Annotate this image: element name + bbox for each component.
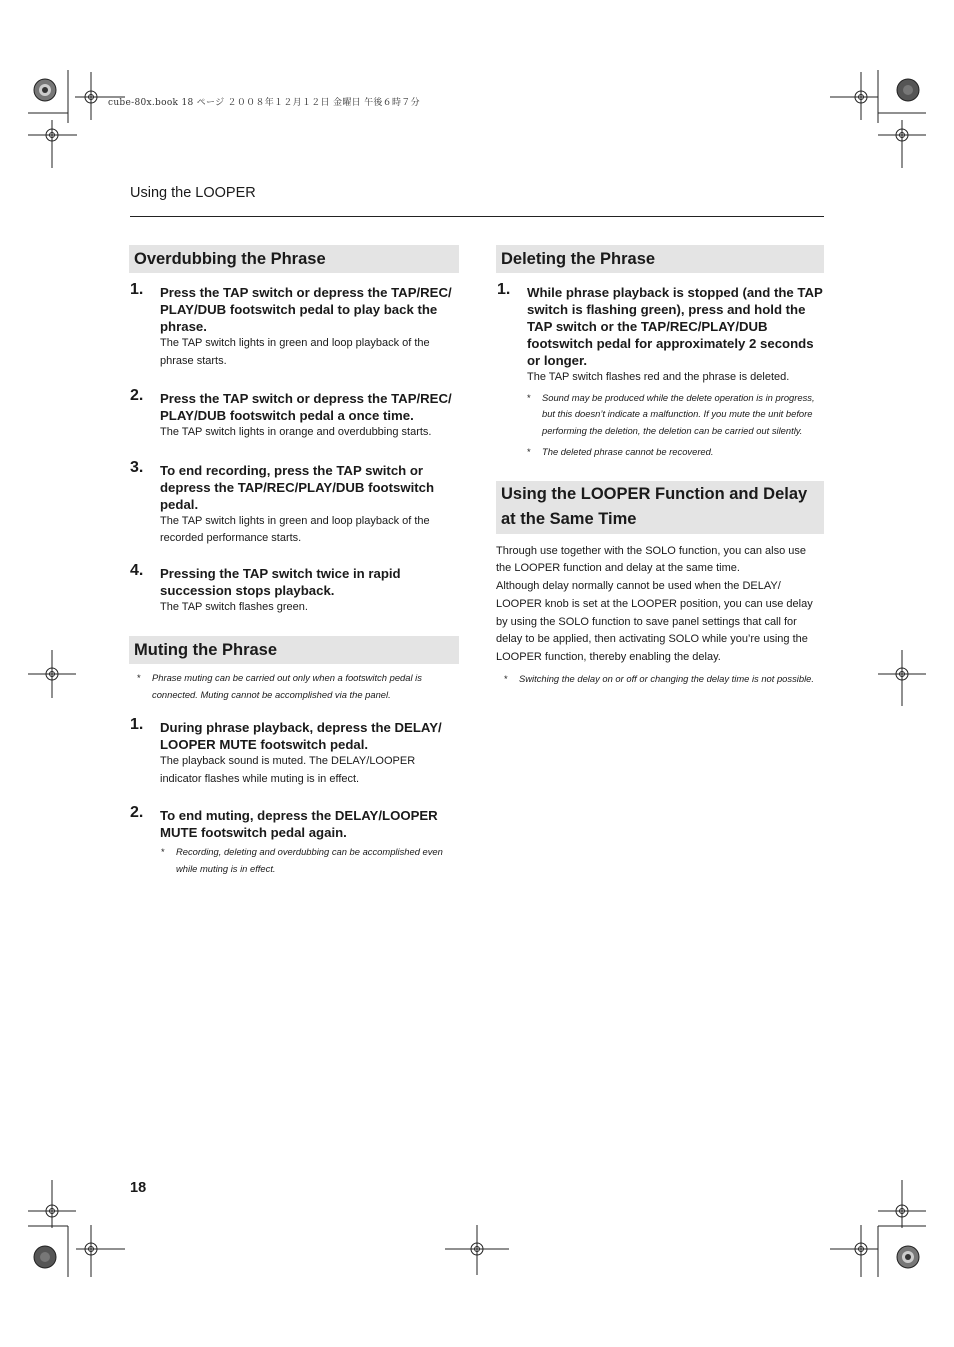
step-description: The TAP switch lights in green and loop playback of the recorded performance starts. [160,514,430,544]
step-description: The TAP switch lights in green and loop playback of the phrase starts. [160,337,430,367]
step-heading: Press the TAP switch or depress the TAP/REC/ PLAY/DUB footswitch pedal to play back the phrase. [160,285,452,334]
step-description: The TAP switch lights in orange and overdubbing starts. [160,426,432,438]
header-rule [130,216,824,217]
note-asterisk: * [137,672,141,683]
delete-note-2 [496,444,824,461]
step-heading: While phrase playback is stopped (and the TAP switch is flashing green), press and hold the TAP switch or the TAP/REC/PLAY/DUB footswitch pedal for approximately 2 seconds or longer. [527,285,823,368]
muting-note [129,670,459,703]
step-number: 1. [497,281,511,298]
note-asterisk: * [161,846,165,857]
step-description: The TAP switch flashes green. [160,600,308,613]
note-text: The deleted phrase cannot be recovered. [542,446,714,457]
overdub-step-2 [129,387,459,442]
delete-note-1 [496,390,824,440]
note-text: Sound may be produced while the delete operation is in progress, but this doesn’t indicate a malfunction. If you mute the unit before performing the deletion, the deletion can be carried out silently. [542,391,815,436]
note-asterisk: * [527,446,531,457]
step-description: The TAP switch flashes red and the phrase is deleted. [527,371,790,383]
mute-step-2 [129,804,459,877]
printer-slug-line: cube-80x.book 18 ページ ２００８年１２月１２日 金曜日 午後６時７分 [108,98,420,108]
running-header: Using the LOOPER [130,185,256,201]
right-column [496,245,824,688]
section-title-deleting: Deleting the Phrase [496,245,824,273]
note-asterisk: * [527,391,531,403]
step-number: 4. [130,561,144,579]
body-paragraph: Although delay normally cannot be used when the DELAY/ LOOPER knob is set at the LOOPER position, you can use delay by using the SOLO function to save panel settings that call for delay to be applied, then activating SOLO while you’re using the LOOPER function, thereby enabling the delay. [496,580,813,664]
overdub-step-4 [129,561,459,617]
combo-note [496,671,824,688]
step-number: 3. [130,458,144,476]
section-title-looper-delay: Using the LOOPER Function and Delay at the Same Time [496,481,824,534]
step-number: 1. [130,281,144,298]
step-heading: During phrase playback, depress the DELAY/ LOOPER MUTE footswitch pedal. [160,720,442,752]
step-heading: To end recording, press the TAP switch or depress the TAP/REC/PLAY/DUB footswitch pedal. [160,462,435,512]
step-number: 2. [130,387,144,404]
overdub-step-1 [129,281,459,370]
page-number: 18 [130,1180,147,1196]
left-column [129,245,459,897]
step-heading: To end muting, depress the DELAY/LOOPER MUTE footswitch pedal again. [160,808,438,840]
delete-step-1 [496,281,824,387]
step-number: 2. [130,804,144,821]
note-text: Switching the delay on or off or changing the delay time is not possible. [519,673,814,685]
note-asterisk: * [504,673,508,685]
step-description: The playback sound is muted. The DELAY/LOOPER indicator flashes while muting is in effect. [160,755,416,785]
step-note [160,844,459,877]
body-paragraph: Through use together with the SOLO function, you can also use the LOOPER function and delay at the same time. [496,544,807,575]
step-number: 1. [130,716,144,733]
section-title-muting: Muting the Phrase [129,636,459,664]
section-title-overdubbing: Overdubbing the Phrase [129,245,459,273]
step-heading: Pressing the TAP switch twice in rapid succession stops playback. [160,565,401,598]
note-text: Recording, deleting and overdubbing can be accomplished even while muting is in effect. [176,846,443,874]
step-heading: Press the TAP switch or depress the TAP/REC/ PLAY/DUB footswitch pedal a once time. [160,391,452,423]
mute-step-1 [129,716,459,788]
overdub-step-3 [129,458,459,548]
note-text: Phrase muting can be carried out only when a footswitch pedal is connected. Muting cannot be accomplished via the panel. [152,672,422,700]
